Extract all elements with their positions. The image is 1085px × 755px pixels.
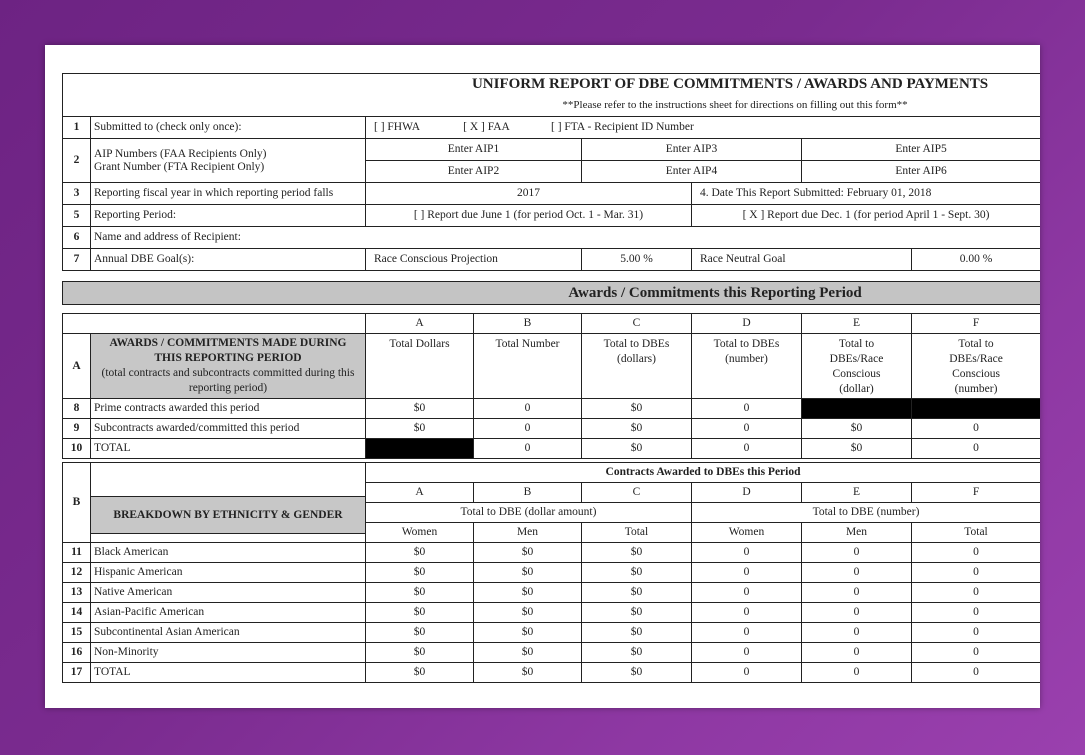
cell-d[interactable]: 0 [692, 643, 802, 663]
cell-b[interactable]: $0 [474, 603, 582, 623]
row-label: Subcontracts awarded/committed this period [91, 419, 366, 439]
sub-women: Women [366, 523, 474, 543]
col-letter-c: C [582, 483, 692, 503]
cell-b[interactable]: 0 [474, 439, 582, 459]
fiscal-year-label: Reporting fiscal year in which reporting period falls [91, 183, 366, 205]
head-rc-dollar: Total to DBEs/Race Conscious (dollar) [802, 334, 912, 399]
awards-table [62, 281, 1040, 459]
recipient-name-label: Name and address of Recipient: [91, 227, 1041, 249]
row-number: 3 [63, 183, 91, 205]
row-label: Non-Minority [91, 643, 366, 663]
col-letter-e: E [802, 314, 912, 334]
cell-b[interactable]: $0 [474, 623, 582, 643]
reporting-period-label: Reporting Period: [91, 205, 366, 227]
cell-f[interactable]: 0 [912, 439, 1041, 459]
row-number: 1 [63, 117, 91, 139]
cell-b[interactable]: $0 [474, 663, 582, 683]
period-dec-checkbox[interactable]: [ X ] Report due Dec. 1 (for period April 1 - Sept. 30) [692, 205, 1041, 227]
ethnicity-block-title: BREAKDOWN BY ETHNICITY & GENDER [91, 496, 365, 534]
cell-a[interactable]: $0 [366, 399, 474, 419]
cell-b[interactable]: $0 [474, 563, 582, 583]
table-row [63, 623, 1041, 643]
aip-label-line2: Grant Number (FTA Recipient Only) [94, 160, 265, 173]
cell-a[interactable]: $0 [366, 583, 474, 603]
sub-men: Men [474, 523, 582, 543]
cell-e[interactable]: 0 [802, 563, 912, 583]
blocked-cell [912, 399, 1041, 419]
row-number: 2 [63, 139, 91, 183]
submitted-to-label: Submitted to (check only once): [91, 117, 366, 139]
head-dbe-number: Total to DBEs (number) [692, 334, 802, 399]
aip1-field[interactable]: Enter AIP1 [366, 139, 582, 161]
row-label: TOTAL [91, 439, 366, 459]
cell-c[interactable]: $0 [582, 419, 692, 439]
row-number: 15 [63, 623, 91, 643]
cell-e[interactable]: $0 [802, 439, 912, 459]
table-row [63, 663, 1041, 683]
faa-checkbox[interactable]: [ X ] FAA [463, 121, 510, 133]
form-title: UNIFORM REPORT OF DBE COMMITMENTS / AWARDS AND PAYMENTS [63, 74, 1041, 96]
cell-d[interactable]: 0 [692, 603, 802, 623]
cell-d[interactable]: 0 [692, 439, 802, 459]
row-label: Subcontinental Asian American [91, 623, 366, 643]
row-label: TOTAL [91, 663, 366, 683]
cell-d[interactable]: 0 [692, 399, 802, 419]
cell-c[interactable]: $0 [582, 583, 692, 603]
row-label: Hispanic American [91, 563, 366, 583]
cell-e[interactable]: 0 [802, 623, 912, 643]
cell-e[interactable]: 0 [802, 543, 912, 563]
sub-total: Total [582, 523, 692, 543]
cell-a[interactable]: $0 [366, 643, 474, 663]
cell-a[interactable]: $0 [366, 623, 474, 643]
cell-e[interactable]: 0 [802, 643, 912, 663]
submitted-to-options [366, 117, 1041, 139]
period-june-checkbox[interactable]: [ ] Report due June 1 (for period Oct. 1 - Mar. 31) [366, 205, 692, 227]
spacer [63, 305, 1041, 314]
cell-d[interactable]: 0 [692, 563, 802, 583]
cell-d[interactable]: 0 [692, 543, 802, 563]
head-total-number: Total Number [474, 334, 582, 399]
blocked-cell [366, 439, 474, 459]
contracts-awarded-title: Contracts Awarded to DBEs this Period [366, 463, 1041, 483]
table-row [63, 643, 1041, 663]
race-neutral-value[interactable]: 0.00 % [912, 249, 1041, 271]
block-letter: B [63, 463, 91, 543]
row-number: 12 [63, 563, 91, 583]
row-label: Asian-Pacific American [91, 603, 366, 623]
sub-men: Men [802, 523, 912, 543]
dbe-report-form [62, 73, 1040, 683]
cell-e[interactable]: 0 [802, 583, 912, 603]
cell-f[interactable]: 0 [912, 419, 1041, 439]
aip3-field[interactable]: Enter AIP3 [582, 139, 802, 161]
col-letter-a: A [366, 314, 474, 334]
aip6-field[interactable]: Enter AIP6 [802, 161, 1041, 183]
cell-b[interactable]: $0 [474, 583, 582, 603]
report-header-table [62, 73, 1040, 271]
row-number: 16 [63, 643, 91, 663]
table-row [63, 543, 1041, 563]
cell-a[interactable]: $0 [366, 603, 474, 623]
blocked-cell [802, 399, 912, 419]
col-letter-a: A [366, 483, 474, 503]
spacer [62, 271, 1040, 281]
cell-f[interactable]: 0 [912, 543, 1041, 563]
document-page [45, 45, 1040, 708]
cell-a[interactable]: $0 [366, 543, 474, 563]
cell-d[interactable]: 0 [692, 623, 802, 643]
awards-block-heading [91, 334, 366, 399]
table-row [63, 583, 1041, 603]
instructions-note: **Please refer to the instructions sheet for directions on filling out this form** [63, 95, 1041, 117]
race-conscious-value[interactable]: 5.00 % [582, 249, 692, 271]
cell-f[interactable]: 0 [912, 643, 1041, 663]
fiscal-year-field[interactable]: 2017 [366, 183, 692, 205]
cell-e[interactable]: 0 [802, 603, 912, 623]
block-letter: A [63, 334, 91, 399]
cell-a[interactable]: $0 [366, 419, 474, 439]
cell-d[interactable]: 0 [692, 583, 802, 603]
sub-women: Women [692, 523, 802, 543]
row-number: 17 [63, 663, 91, 683]
cell-b[interactable]: $0 [474, 543, 582, 563]
row-number: 6 [63, 227, 91, 249]
awards-block-subtitle: (total contracts and subcontracts committed during this reporting period) [101, 367, 355, 394]
dollar-group-heading: Total to DBE (dollar amount) [366, 503, 692, 523]
cell-c[interactable]: $0 [582, 399, 692, 419]
row-number: 7 [63, 249, 91, 271]
col-letter-d: D [692, 314, 802, 334]
cell-f[interactable]: 0 [912, 563, 1041, 583]
col-letter-f: F [912, 314, 1041, 334]
row-number: 10 [63, 439, 91, 459]
aip4-field[interactable]: Enter AIP4 [582, 161, 802, 183]
cell-e[interactable]: 0 [802, 663, 912, 683]
head-rc-number: Total to DBEs/Race Conscious (number) [912, 334, 1041, 399]
sub-total: Total [912, 523, 1041, 543]
cell-b[interactable]: $0 [474, 643, 582, 663]
col-letter-c: C [582, 314, 692, 334]
table-row [63, 563, 1041, 583]
cell-c[interactable]: $0 [582, 543, 692, 563]
aip-numbers-label [91, 139, 366, 183]
ethnicity-table [62, 462, 1040, 683]
row-label: Prime contracts awarded this period [91, 399, 366, 419]
cell-d[interactable]: 0 [692, 419, 802, 439]
awards-block-title: AWARDS / COMMITMENTS MADE DURING THIS REPORTING PERIOD [109, 337, 347, 364]
race-conscious-label: Race Conscious Projection [366, 249, 582, 271]
cell-a[interactable]: $0 [366, 663, 474, 683]
awards-section-title: Awards / Commitments this Reporting Period [63, 282, 1041, 305]
number-group-heading: Total to DBE (number) [692, 503, 1041, 523]
cell-b[interactable]: 0 [474, 419, 582, 439]
row-number: 11 [63, 543, 91, 563]
col-letter-f: F [912, 483, 1041, 503]
col-letter-b: B [474, 483, 582, 503]
cell-e[interactable]: $0 [802, 419, 912, 439]
cell-f[interactable]: 0 [912, 603, 1041, 623]
cell-a[interactable]: $0 [366, 563, 474, 583]
table-row [63, 603, 1041, 623]
cell-c[interactable]: $0 [582, 623, 692, 643]
col-letter-b: B [474, 314, 582, 334]
cell-c[interactable]: $0 [582, 439, 692, 459]
blank-cell [63, 314, 366, 334]
cell-c[interactable]: $0 [582, 563, 692, 583]
cell-f[interactable]: 0 [912, 663, 1041, 683]
row-number: 13 [63, 583, 91, 603]
fta-checkbox[interactable]: [ ] FTA - Recipient ID Number [550, 121, 694, 133]
cell-d[interactable]: 0 [692, 663, 802, 683]
fhwa-checkbox[interactable]: [ ] FHWA [374, 121, 420, 133]
aip5-field[interactable]: Enter AIP5 [802, 139, 1041, 161]
row-number: 14 [63, 603, 91, 623]
cell-c[interactable]: $0 [582, 663, 692, 683]
date-submitted-field[interactable]: 4. Date This Report Submitted: February 01, 2018 [692, 183, 1041, 205]
aip2-field[interactable]: Enter AIP2 [366, 161, 582, 183]
dbe-goal-label: Annual DBE Goal(s): [91, 249, 366, 271]
head-total-dollars: Total Dollars [366, 334, 474, 399]
row-number: 5 [63, 205, 91, 227]
ethnicity-rows [63, 543, 1041, 683]
row-label: Native American [91, 583, 366, 603]
head-dbe-dollars: Total to DBEs (dollars) [582, 334, 692, 399]
race-neutral-label: Race Neutral Goal [692, 249, 912, 271]
cell-f[interactable]: 0 [912, 623, 1041, 643]
row-label: Black American [91, 543, 366, 563]
cell-c[interactable]: $0 [582, 603, 692, 623]
cell-b[interactable]: 0 [474, 399, 582, 419]
col-letter-e: E [802, 483, 912, 503]
row-number: 8 [63, 399, 91, 419]
cell-c[interactable]: $0 [582, 643, 692, 663]
col-letter-d: D [692, 483, 802, 503]
row-number: 9 [63, 419, 91, 439]
cell-f[interactable]: 0 [912, 583, 1041, 603]
ethnicity-block-cell [91, 463, 366, 543]
aip-label-line1: AIP Numbers (FAA Recipients Only) [94, 147, 267, 160]
